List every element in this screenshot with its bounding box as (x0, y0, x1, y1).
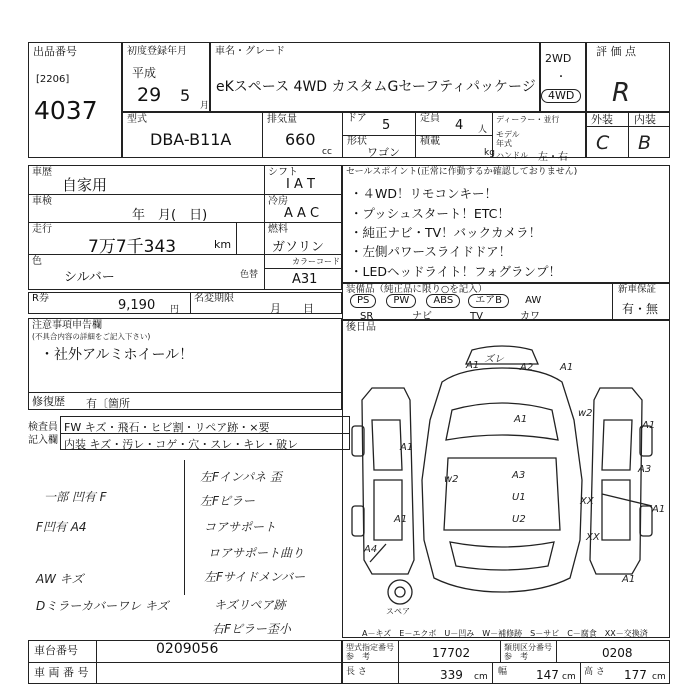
capacity-value: 4 (455, 118, 464, 133)
chassis-label: 車台番号 (34, 644, 78, 657)
shape-value: ワゴン (367, 146, 400, 159)
length-value: 339 (440, 668, 463, 682)
handwritten-note: コアサポート (204, 520, 277, 534)
sales-point-item: ・プッシュスタート！ETC！ (350, 206, 510, 221)
height-label: 高 さ (584, 667, 605, 677)
spare-label: スペア (386, 607, 410, 616)
sales-point-item: ・左側パワースライドドア！ (350, 244, 512, 259)
handwritten-note: F凹有 A4 (36, 520, 87, 534)
damage-mark: U2 (512, 514, 526, 525)
notes-subtitle: (不具合内容の詳細をご記入下さい) (32, 332, 151, 341)
displacement-label: 排気量 (267, 114, 297, 125)
repair-value: 有〔箇所 (86, 397, 130, 410)
recycle-value: 9,190 (118, 298, 156, 313)
new-car-label: 新車保証 (618, 284, 657, 295)
drive-4wd: 4WD (541, 84, 581, 103)
drive-2wd: 2WD (545, 52, 572, 65)
width-label: 幅 (498, 667, 508, 677)
fuel-value: ガソリン (272, 240, 325, 255)
doors-label: ドア (347, 113, 367, 124)
handle-value: 左・右 (538, 152, 568, 163)
reg-month: 5 (180, 86, 191, 105)
color-code-label: カラーコード (292, 257, 340, 266)
type-label: 型式 (127, 114, 147, 125)
inspector-label1: 検査員 (28, 422, 58, 433)
class-label: 類別区分番号 参 考 (504, 643, 552, 661)
drive-dot: ・ (556, 72, 566, 83)
fuel-label: 燃料 (268, 224, 288, 235)
inspection-value: 年 月( 日) (132, 208, 208, 223)
equipment-title: 装備品（純正品に限り○を記入） (346, 284, 488, 295)
shift-value: I A T (286, 177, 315, 192)
inspection-label: 車検 (32, 196, 52, 207)
equip-tv: TV (470, 311, 483, 322)
damage-mark: A1 (400, 442, 414, 453)
mileage-value: 7万7千343 (88, 237, 177, 257)
handle-label: ハンドル (496, 151, 528, 160)
sales-points-title: セールスポイント(正常に作動するか確認しておりません) (346, 167, 578, 177)
use-value: 自家用 (62, 176, 108, 194)
rear-label: 後日品 (346, 322, 376, 333)
rating-value: R (612, 78, 631, 108)
damage-mark: A3 (512, 470, 526, 481)
height-unit: cm (652, 672, 666, 682)
handwritten-note: AW キズ (36, 572, 84, 586)
recycle-label: R券 (32, 293, 49, 304)
sales-point-item: ・４WD！リモコンキー！ (350, 186, 497, 201)
damage-mark: A3 (638, 464, 652, 475)
length-label: 長 さ (346, 667, 367, 677)
handwritten-note: 右Fピラー歪小 (212, 622, 291, 636)
exterior-grade: C (596, 132, 610, 154)
equip-leather: カワ (520, 311, 540, 322)
equip-airbag: エアB (468, 294, 509, 308)
damage-mark: A1 (466, 360, 480, 371)
model-name: eKスペース 4WD カスタムGセーフティパッケージ (216, 79, 536, 95)
recycle-unit: 円 (170, 305, 180, 315)
handwritten-note: 一部 凹有 F (44, 490, 107, 504)
handwritten-note: 左Fピラー (200, 494, 255, 508)
color-label: 色 (32, 256, 42, 267)
type-cert-value: 17702 (432, 646, 471, 660)
equip-pw: PW (386, 294, 416, 308)
equip-sr: SR (360, 311, 374, 322)
exterior-label: 外装 (591, 113, 613, 126)
handwritten-note: 左Fインパネ 歪 (200, 470, 282, 484)
damage-mark: w2 (578, 408, 593, 419)
interior-grade: B (638, 132, 652, 154)
type-value: DBA-B11A (150, 130, 232, 149)
handwritten-note: キズリペア跡 (214, 598, 286, 612)
handwritten-note: ロアサポート曲り (208, 546, 305, 560)
doors-value: 5 (382, 118, 391, 133)
repair-label: 修復歴 (32, 395, 65, 408)
damage-mark: XX (586, 532, 600, 543)
sales-point-item: ・LEDヘッドライト！フォグランプ！ (350, 264, 561, 279)
damage-mark: A2 (520, 362, 534, 373)
car-diagram (342, 330, 670, 630)
lot-number: 4037 (34, 96, 98, 125)
color-change-label: 色替 (240, 270, 259, 280)
ac-label: 冷房 (268, 196, 288, 207)
shift-label: シフト (268, 167, 298, 178)
mileage-label: 走行 (32, 224, 52, 235)
handwritten-note: 左Fサイドメンバー (204, 570, 306, 584)
registration-label: 車 両 番 号 (34, 666, 89, 679)
height-value: 177 (624, 668, 647, 682)
lot-code: [2206] (36, 74, 70, 85)
damage-mark: A1 (642, 420, 656, 431)
interior-label: 内装 (634, 113, 656, 126)
first-reg-label: 初度登録年月 (127, 46, 187, 57)
lot-label: 出品番号 (33, 45, 77, 58)
shape-label: 形状 (347, 136, 367, 147)
mileage-unit: km (214, 238, 232, 251)
reg-year: 29 (137, 84, 162, 106)
notes-title: 注意事項申告欄 (32, 320, 102, 331)
model-label: 車名・グレード (215, 46, 285, 57)
era: 平成 (132, 66, 157, 80)
class-value: 0208 (602, 646, 633, 660)
length-unit: cm (474, 672, 488, 682)
displacement-value: 660 (285, 130, 316, 149)
load-unit: kg (484, 148, 495, 158)
damage-mark: w2 (444, 474, 459, 485)
equip-navi: ナビ (412, 311, 432, 322)
inspector-label2: 記入欄 (28, 435, 58, 446)
notes-content: ・社外アルミホイール！ (40, 347, 194, 363)
capacity-unit: 人 (478, 125, 488, 135)
displacement-unit: cc (322, 147, 332, 157)
new-car-value: 有・無 (622, 302, 659, 316)
chassis-value: 0209056 (156, 641, 219, 657)
equip-abs: ABS (426, 294, 460, 308)
load-label: 積載 (420, 136, 440, 147)
width-value: 147 (536, 668, 559, 682)
color-code: A31 (292, 272, 318, 287)
damage-mark: ズレ (484, 354, 504, 365)
damage-mark: A1 (560, 362, 574, 373)
type-cert-label: 型式指定番号 参 考 (346, 643, 394, 661)
reg-month-suffix: 月 (200, 101, 210, 111)
damage-mark: U1 (512, 492, 526, 503)
rating-label: 評 価 点 (596, 45, 636, 58)
damage-mark: A4 (364, 544, 378, 555)
diagram-legend: A－キズ E－エクボ U－凹み W－補修跡 S－サビ C－腐食 XX－交換済 (362, 629, 648, 638)
deadline-value: 月 日 (270, 302, 314, 315)
damage-mark: A1 (652, 504, 666, 515)
inspector-line2: 内装 キズ・汚レ・コゲ・穴・スレ・キレ・破レ (64, 438, 299, 451)
equip-aw: AW (525, 295, 542, 306)
sales-point-item: ・純正ナビ・TV！バックカメラ！ (350, 225, 542, 240)
width-unit: cm (562, 672, 576, 682)
damage-mark: A1 (514, 414, 528, 425)
damage-mark: A1 (394, 514, 408, 525)
use-label: 車歴 (32, 167, 52, 178)
ac-value: A A C (284, 206, 320, 221)
deadline-label: 名変期限 (194, 293, 234, 304)
damage-mark: XX (580, 496, 594, 507)
dealer-label: ディーラー・並行 (496, 115, 560, 124)
handwritten-note: Dミラーカバーワレ キズ (36, 599, 169, 613)
equip-ps: PS (350, 294, 376, 308)
damage-mark: A1 (622, 574, 636, 585)
model-year-label: モデル 年式 (496, 130, 520, 148)
color-value: シルバー (64, 270, 115, 285)
capacity-label: 定員 (420, 113, 440, 124)
inspector-line1: FW キズ・飛石・ヒビ割・リペア跡・×要 (64, 421, 270, 434)
equipment-row1 (350, 294, 541, 308)
